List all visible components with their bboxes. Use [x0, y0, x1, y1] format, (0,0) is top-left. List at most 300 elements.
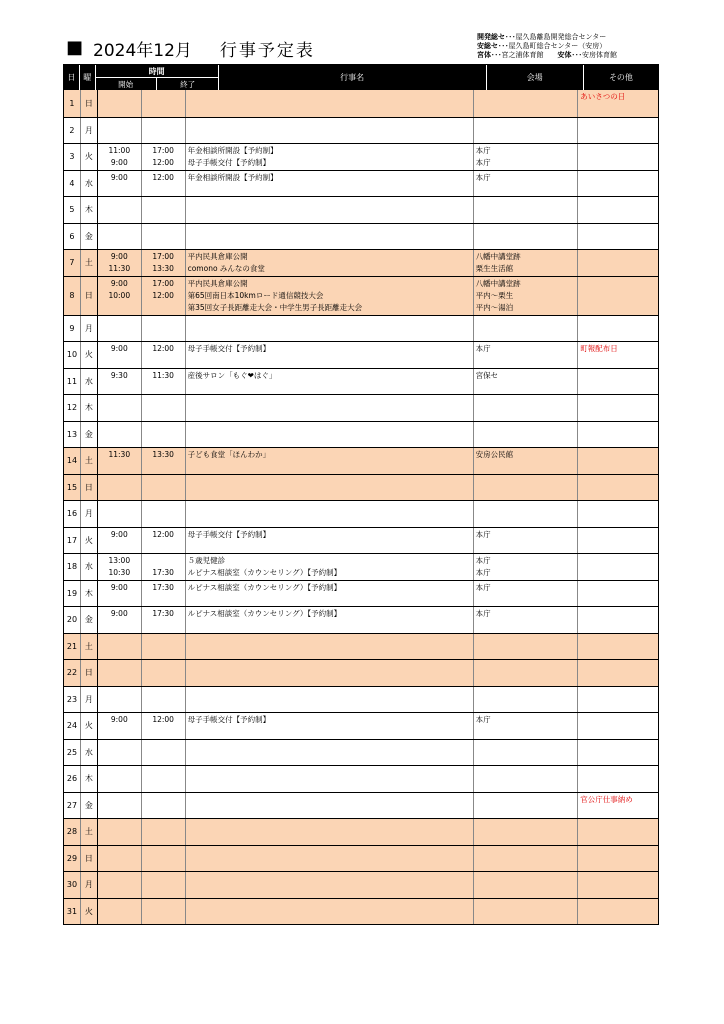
day-number: 22: [64, 660, 81, 686]
venue-cell: [474, 687, 579, 713]
weekday: 水: [81, 740, 98, 766]
weekday: 日: [81, 277, 98, 315]
table-row: [64, 474, 658, 501]
header-end: 終了: [180, 79, 196, 89]
event-name: 母子手帳交付【予約制】: [187, 344, 271, 353]
venue-name: 本庁: [475, 146, 491, 155]
start-time-cell: [98, 369, 142, 395]
start-time-cell: [98, 118, 142, 144]
event-cell: [186, 369, 474, 395]
header-event: 行事名: [219, 65, 487, 90]
venue-cell: [474, 144, 579, 170]
end-time-cell: [142, 224, 186, 250]
venue-name: 八幡中講堂跡: [475, 252, 521, 261]
end-time-cell: [142, 899, 186, 925]
start-time-cell: [98, 395, 142, 421]
day-number: 5: [64, 197, 81, 223]
header-time-label: 時間: [95, 65, 218, 78]
end-time-cell: [142, 766, 186, 792]
event-cell: [186, 475, 474, 501]
start-time-cell: [98, 277, 142, 315]
weekday: 土: [81, 819, 98, 845]
venue-cell: [474, 740, 579, 766]
event-cell: [186, 554, 474, 580]
end-time-cell: [142, 713, 186, 739]
venue-cell: [474, 422, 579, 448]
event-cell: [186, 899, 474, 925]
schedule-table: [63, 64, 659, 925]
header-start: 開始: [95, 78, 157, 90]
header-other: その他: [608, 73, 633, 82]
day-number: 25: [64, 740, 81, 766]
end-time-cell: [142, 448, 186, 474]
header-day: 日: [64, 65, 80, 90]
event-cell: [186, 501, 474, 527]
weekday: 月: [81, 687, 98, 713]
start-time-cell: [98, 660, 142, 686]
end-time-cell: [142, 118, 186, 144]
weekday: 水: [81, 369, 98, 395]
event-cell: [186, 277, 474, 315]
start-time: 9:00: [110, 344, 128, 353]
table-row: [64, 845, 658, 872]
weekday: 土: [81, 634, 98, 660]
end-time: 17:30: [152, 582, 174, 592]
weekday: 火: [81, 144, 98, 170]
venue-name: 平内～湯泊: [475, 303, 514, 313]
event-name: comono みんなの食堂: [187, 264, 265, 274]
start-time: 10:30: [108, 568, 131, 578]
event-cell: [186, 581, 474, 607]
end-time-cell: [142, 395, 186, 421]
venue-name: 宮保セ: [475, 370, 499, 380]
table-row: [64, 606, 658, 633]
table-row: [64, 196, 658, 223]
note-cell: [578, 369, 658, 395]
event-cell: [186, 687, 474, 713]
venue-name: 平内～栗生: [475, 290, 514, 300]
venue-name: 栗生生活館: [475, 264, 514, 274]
header-time: [96, 65, 219, 90]
start-time: 9:00: [110, 609, 128, 618]
note-cell: [578, 899, 658, 925]
note-cell: [578, 872, 658, 898]
note-cell: [578, 740, 658, 766]
day-number: 4: [64, 171, 81, 197]
table-row: [64, 633, 658, 660]
table-row: [64, 765, 658, 792]
event-cell: [186, 819, 474, 845]
weekday: 金: [81, 793, 98, 819]
weekday: 水: [81, 171, 98, 197]
day-number: 23: [64, 687, 81, 713]
weekday: 月: [81, 872, 98, 898]
legend-value: ･･･宮之浦体育館: [491, 51, 544, 60]
start-time: 9:00: [110, 278, 128, 288]
end-time-cell: [142, 607, 186, 633]
legend-key: 安総セ: [477, 42, 498, 51]
day-number: 14: [64, 448, 81, 474]
day-number: 27: [64, 793, 81, 819]
day-number: 9: [64, 316, 81, 342]
table-row: [64, 249, 658, 276]
venue-cell: [474, 793, 579, 819]
note-cell: [578, 342, 658, 368]
start-time: 11:30: [108, 450, 131, 459]
event-cell: [186, 422, 474, 448]
table-row: [64, 500, 658, 527]
event-cell: [186, 660, 474, 686]
venue-cell: [474, 90, 579, 117]
note-cell: [578, 277, 658, 315]
table-row: [64, 898, 658, 925]
event-name: 母子手帳交付【予約制】: [187, 715, 271, 724]
end-time: 12:00: [152, 715, 174, 724]
day-number: 26: [64, 766, 81, 792]
note-cell: [578, 687, 658, 713]
start-time-cell: [98, 171, 142, 197]
end-time-cell: [142, 687, 186, 713]
end-time: 17:00: [152, 252, 174, 261]
start-time-cell: [98, 342, 142, 368]
venue-cell: [474, 581, 579, 607]
table-row: [64, 394, 658, 421]
note-cell: [578, 250, 658, 276]
table-header: [64, 65, 658, 90]
day-number: 11: [64, 369, 81, 395]
event-cell: [186, 316, 474, 342]
weekday: 金: [81, 607, 98, 633]
event-cell: [186, 448, 474, 474]
note-cell: [578, 171, 658, 197]
end-time: 12:00: [152, 529, 174, 539]
day-number: 16: [64, 501, 81, 527]
event-name: ５歳児健診: [187, 556, 226, 565]
day-number: 31: [64, 899, 81, 925]
event-name: 母子手帳交付【予約制】: [187, 529, 271, 539]
venue-name: 安房公民館: [475, 450, 514, 459]
weekday: 金: [81, 422, 98, 448]
weekday: 日: [81, 660, 98, 686]
venue-cell: [474, 224, 579, 250]
weekday: 木: [81, 395, 98, 421]
end-time-cell: [142, 554, 186, 580]
start-time: 13:00: [108, 556, 131, 565]
start-time-cell: [98, 422, 142, 448]
note-cell: [578, 581, 658, 607]
venue-cell: [474, 528, 579, 554]
start-time-cell: [98, 90, 142, 117]
start-time-cell: [98, 793, 142, 819]
event-name: ルピナス相談室（カウンセリング）【予約制】: [187, 582, 342, 592]
note-cell: [578, 660, 658, 686]
event-name: ルピナス相談室（カウンセリング）【予約制】: [187, 609, 342, 618]
event-cell: [186, 607, 474, 633]
day-number: 28: [64, 819, 81, 845]
table-row: [64, 170, 658, 197]
venue-cell: [474, 250, 579, 276]
venue-cell: [474, 395, 579, 421]
venue-name: 本庁: [475, 609, 491, 618]
note-cell: [578, 316, 658, 342]
venue-name: 本庁: [475, 158, 491, 168]
legend-key: 宮体: [477, 51, 491, 60]
end-time: 17:30: [152, 609, 174, 618]
legend-value: ･･･屋久島町総合センター（安房）: [498, 42, 607, 51]
weekday: 日: [81, 475, 98, 501]
start-time-cell: [98, 501, 142, 527]
day-number: 29: [64, 846, 81, 872]
start-time: 11:30: [108, 264, 131, 274]
venue-cell: [474, 713, 579, 739]
end-time: 13:30: [152, 450, 174, 459]
event-name: ルピナス相談室（カウンセリング）【予約制】: [187, 568, 342, 578]
weekday: 月: [81, 316, 98, 342]
weekday: 土: [81, 448, 98, 474]
event-cell: [186, 342, 474, 368]
table-body: [64, 90, 658, 924]
end-time-cell: [142, 634, 186, 660]
start-time-cell: [98, 687, 142, 713]
note-cell: [578, 846, 658, 872]
note-cell: [578, 90, 658, 117]
venue-name: 本庁: [475, 556, 491, 565]
day-number: 18: [64, 554, 81, 580]
table-row: [64, 712, 658, 739]
table-row: [64, 553, 658, 580]
end-time-cell: [142, 369, 186, 395]
venue-cell: [474, 660, 579, 686]
end-time-cell: [142, 740, 186, 766]
venue-name: 本庁: [475, 582, 491, 592]
end-time-cell: [142, 90, 186, 117]
start-time: 9:00: [110, 158, 128, 168]
event-name: 母子手帳交付【予約制】: [187, 158, 271, 168]
table-row: [64, 447, 658, 474]
start-time-cell: [98, 197, 142, 223]
table-row: [64, 580, 658, 607]
weekday: 木: [81, 197, 98, 223]
start-time: 11:00: [108, 146, 131, 155]
note-text: 町報配布日: [580, 344, 618, 353]
day-number: 12: [64, 395, 81, 421]
start-time-cell: [98, 819, 142, 845]
start-time: 10:00: [108, 290, 131, 300]
start-time-cell: [98, 634, 142, 660]
venue-cell: [474, 899, 579, 925]
table-row: [64, 421, 658, 448]
venue-name: 本庁: [475, 344, 491, 353]
start-time-cell: [98, 475, 142, 501]
venue-cell: [474, 475, 579, 501]
venue-cell: [474, 171, 579, 197]
table-row: [64, 739, 658, 766]
end-time: 12:00: [152, 158, 174, 168]
start-time: 9:30: [110, 370, 128, 380]
venue-name: 本庁: [475, 568, 491, 578]
event-name: 年金相談所開設【予約制】: [187, 146, 278, 155]
start-time: 9:00: [110, 529, 128, 539]
event-cell: [186, 118, 474, 144]
end-time-cell: [142, 171, 186, 197]
day-number: 7: [64, 250, 81, 276]
end-time-cell: [142, 197, 186, 223]
venue-name: 本庁: [475, 172, 491, 182]
start-time-cell: [98, 528, 142, 554]
venue-cell: [474, 277, 579, 315]
note-cell: [578, 766, 658, 792]
venue-name: 八幡中講堂跡: [475, 278, 521, 288]
start-time-cell: [98, 899, 142, 925]
day-number: 6: [64, 224, 81, 250]
start-time-cell: [98, 224, 142, 250]
event-name: 平内民具倉庫公開: [187, 252, 248, 261]
day-number: 3: [64, 144, 81, 170]
table-row: [64, 871, 658, 898]
end-time-cell: [142, 277, 186, 315]
event-cell: [186, 144, 474, 170]
weekday: 木: [81, 581, 98, 607]
day-number: 20: [64, 607, 81, 633]
venue-name: 本庁: [475, 715, 491, 724]
end-time-cell: [142, 475, 186, 501]
note-cell: [578, 448, 658, 474]
legend-value: ･･･屋久島離島開発総合センター: [505, 33, 607, 41]
weekday: 木: [81, 766, 98, 792]
venue-cell: [474, 607, 579, 633]
day-number: 8: [64, 277, 81, 315]
event-cell: [186, 713, 474, 739]
venue-cell: [474, 501, 579, 527]
day-number: 2: [64, 118, 81, 144]
venue-cell: [474, 819, 579, 845]
note-cell: [578, 501, 658, 527]
note-cell: [578, 819, 658, 845]
event-cell: [186, 171, 474, 197]
square-bullet-icon: ■: [66, 37, 84, 58]
note-cell: [578, 713, 658, 739]
end-time: 12:00: [152, 290, 174, 300]
legend-key: 開発総セ: [477, 33, 505, 41]
day-number: 30: [64, 872, 81, 898]
note-cell: [578, 607, 658, 633]
end-time-cell: [142, 250, 186, 276]
table-row: [64, 527, 658, 554]
month-label: 2024年12月: [93, 40, 192, 61]
event-name: 子ども食堂「ほんわか」: [187, 450, 271, 459]
start-time-cell: [98, 144, 142, 170]
start-time: 9:00: [110, 252, 128, 261]
end-time: 12:00: [152, 172, 174, 182]
note-cell: [578, 395, 658, 421]
start-time: 9:00: [110, 172, 128, 182]
event-cell: [186, 766, 474, 792]
venue-cell: [474, 342, 579, 368]
venue-cell: [474, 316, 579, 342]
weekday: 火: [81, 528, 98, 554]
venue-cell: [474, 846, 579, 872]
note-cell: [578, 554, 658, 580]
weekday: 日: [81, 846, 98, 872]
event-cell: [186, 793, 474, 819]
weekday: 水: [81, 554, 98, 580]
legend-key: 安体: [557, 51, 572, 60]
event-cell: [186, 224, 474, 250]
note-cell: [578, 528, 658, 554]
end-time: 17:00: [152, 278, 174, 288]
start-time-cell: [98, 250, 142, 276]
start-time-cell: [98, 554, 142, 580]
table-row: [64, 276, 658, 315]
end-time-cell: [142, 422, 186, 448]
start-time-cell: [98, 713, 142, 739]
note-cell: [578, 475, 658, 501]
event-name: 第35回女子長距離走大会・中学生男子長距離走大会: [187, 303, 363, 313]
weekday: 日: [81, 90, 98, 117]
event-cell: [186, 872, 474, 898]
event-cell: [186, 395, 474, 421]
event-cell: [186, 197, 474, 223]
header-weekday: 曜: [80, 65, 96, 90]
table-row: [64, 223, 658, 250]
venue-abbreviation-legend: [477, 33, 617, 61]
table-row: [64, 315, 658, 342]
event-name: 第65回南日本10kmロード通信競技大会: [187, 290, 324, 300]
venue-cell: [474, 118, 579, 144]
weekday: 金: [81, 224, 98, 250]
venue-cell: [474, 554, 579, 580]
note-text: あいさつの日: [580, 92, 626, 101]
event-cell: [186, 634, 474, 660]
table-row: [64, 90, 658, 117]
venue-cell: [474, 448, 579, 474]
start-time-cell: [98, 872, 142, 898]
end-time-cell: [142, 144, 186, 170]
venue-cell: [474, 634, 579, 660]
venue-cell: [474, 369, 579, 395]
end-time-cell: [142, 872, 186, 898]
event-cell: [186, 250, 474, 276]
end-time: 17:30: [152, 568, 174, 578]
day-number: 15: [64, 475, 81, 501]
end-time: 11:30: [152, 370, 174, 380]
weekday: 火: [81, 713, 98, 739]
end-time-cell: [142, 581, 186, 607]
event-cell: [186, 740, 474, 766]
event-cell: [186, 528, 474, 554]
end-time: [142, 555, 185, 567]
weekday: 土: [81, 250, 98, 276]
end-time: 12:00: [152, 344, 174, 353]
header-venue: 会場: [487, 65, 584, 90]
venue-cell: [474, 872, 579, 898]
table-row: [64, 818, 658, 845]
event-cell: [186, 846, 474, 872]
note-cell: [578, 197, 658, 223]
day-number: 13: [64, 422, 81, 448]
end-time-cell: [142, 660, 186, 686]
start-time-cell: [98, 316, 142, 342]
legend-value: ･･･安房体育館: [571, 51, 617, 60]
weekday: 月: [81, 118, 98, 144]
end-time-cell: [142, 846, 186, 872]
table-row: [64, 792, 658, 819]
start-time-cell: [98, 448, 142, 474]
venue-cell: [474, 766, 579, 792]
start-time-cell: [98, 607, 142, 633]
weekday: 月: [81, 501, 98, 527]
note-cell: [578, 224, 658, 250]
